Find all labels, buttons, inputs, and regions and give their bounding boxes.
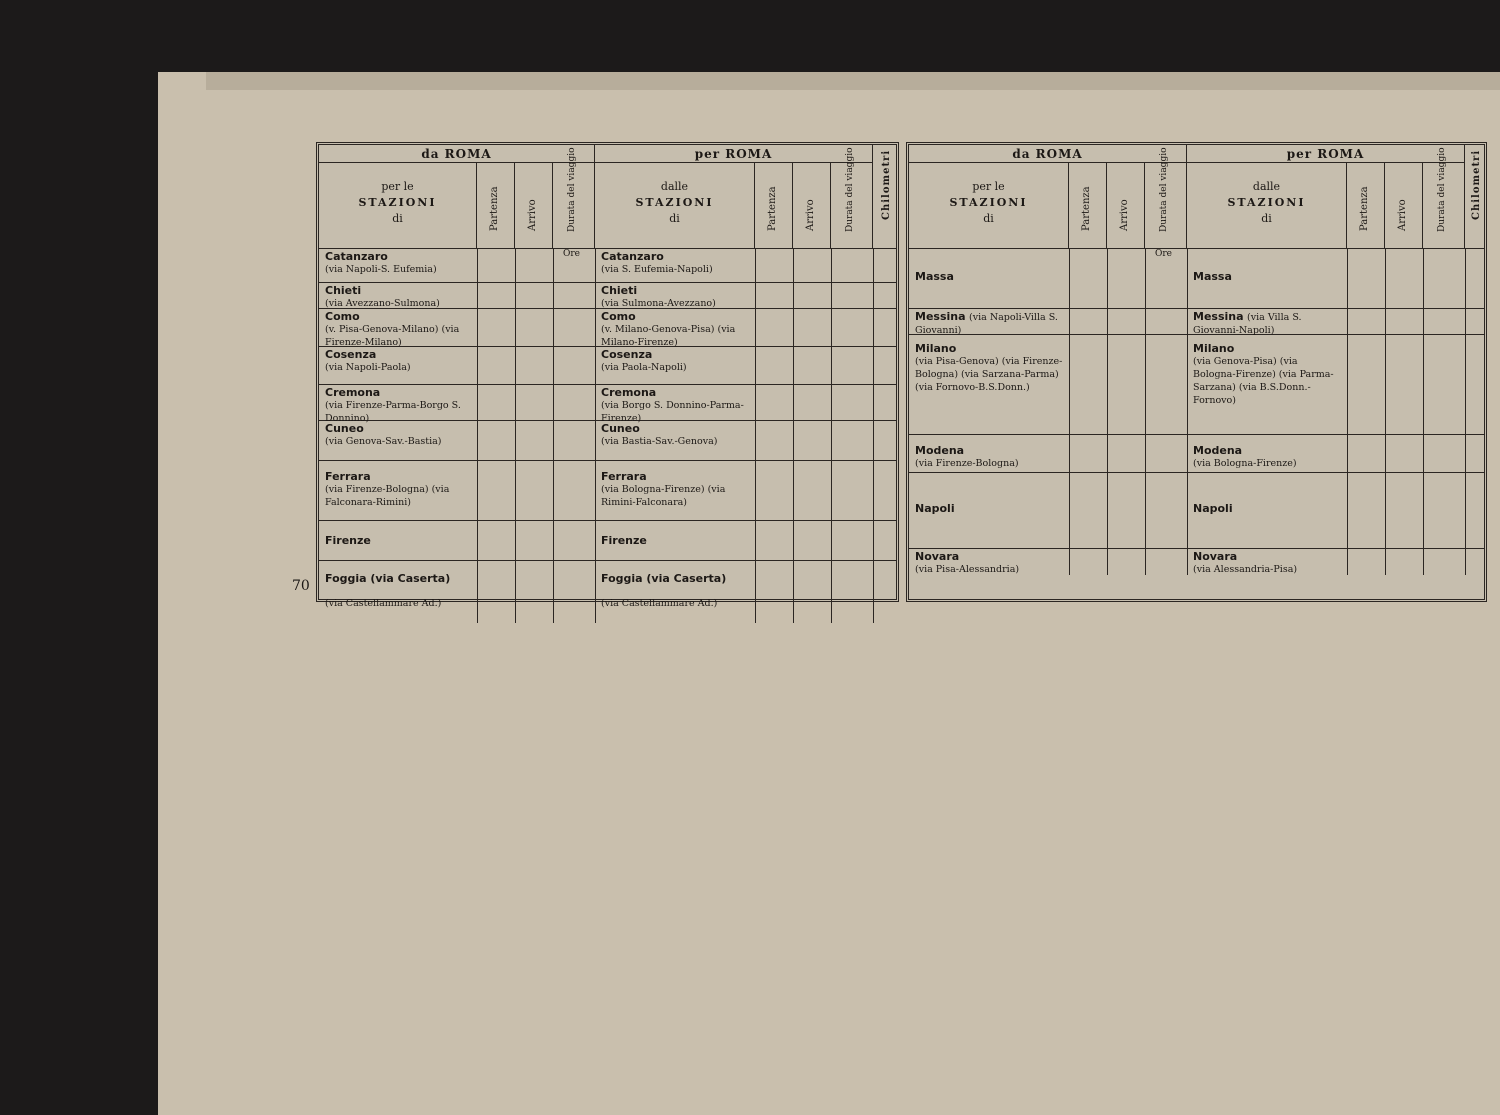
timetable-right — [906, 142, 1487, 602]
table-row: Como (v. Pisa-Genova-Milano) (via Firenze-Milano) Como (v. Milano-Genova-Pisa) (via Milano-Firenze) — [319, 309, 896, 347]
stations-to-header: dalle STAZIONI di — [595, 163, 755, 249]
page-number: 70 — [292, 578, 310, 594]
table-row: Cremona (via Firenze-Parma-Borgo S. Donnino) Cremona (via Borgo S. Donnino-Parma-Firenze) — [319, 385, 896, 421]
stations-from-header: per le STAZIONI di — [319, 163, 477, 249]
header-from-rome: da ROMA — [319, 145, 595, 163]
table-row: Firenze Firenze — [319, 521, 896, 561]
rows-right — [909, 249, 1484, 575]
arrival-header: Arrivo — [793, 163, 831, 249]
table-row: Napoli Napoli — [909, 473, 1484, 549]
km-header-cell — [873, 145, 896, 249]
table-row: Messina (via Napoli-Villa S. Giovanni) Messina (via Villa S. Giovanni-Napoli) — [909, 309, 1484, 335]
km-label: Chilometri — [880, 149, 892, 220]
stations-to-header: dalle STAZIONI di — [1187, 163, 1347, 249]
ore-label: Ore — [563, 249, 581, 259]
stations-from-header: per le STAZIONI di — [909, 163, 1069, 249]
duration-header: Durata del viaggio — [553, 163, 595, 249]
table-row: Novara (via Pisa-Alessandria) Novara (via Alessandria-Pisa) — [915, 550, 1298, 575]
table-row: Modena (via Firenze-Bologna) Modena (via Bologna-Firenze) — [909, 435, 1484, 473]
table-row: Foggia (via Caserta) (via Castellammare Ad.) Foggia (via Caserta) (via Castellammare Ad.) — [325, 572, 727, 609]
table-row: Ferrara (via Firenze-Bologna) (via Falconara-Rimini) Ferrara (via Bologna-Firenze) (via Rimini-Falconara) — [319, 461, 896, 521]
arrival-header: Arrivo — [515, 163, 553, 249]
departure-header: Partenza — [1347, 163, 1385, 249]
ore-label: Ore — [1155, 249, 1173, 259]
departure-header: Partenza — [477, 163, 515, 249]
table-row: Cosenza (via Napoli-Paola) Cosenza (via Paola-Napoli) — [319, 347, 896, 385]
duration-header: Durata del viaggio — [1423, 163, 1465, 249]
table-row: Milano (via Pisa-Genova) (via Firenze-Bologna) (via Sarzana-Parma) (via Fornovo-B.S.Donn.) Milano (via Genova-Pisa) (via Bologna-Firenze) (via Parma-Sarzana) (via B.S.Donn.-Fornovo) — [909, 335, 1484, 435]
table-row: Cuneo (via Genova-Sav.-Bastia) Cuneo (via Bastia-Sav.-Genova) — [319, 421, 896, 461]
km-header-cell — [1465, 145, 1484, 249]
table-row: Chieti (via Avezzano-Sulmona) Chieti (via Sulmona-Avezzano) — [319, 283, 896, 309]
timetable-left — [316, 142, 899, 609]
duration-header: Durata del viaggio — [1145, 163, 1187, 249]
rows-left — [319, 249, 896, 623]
header-to-rome: per ROMA — [1187, 145, 1465, 163]
page-edge — [206, 72, 1500, 90]
departure-header: Partenza — [1069, 163, 1107, 249]
arrival-header: Arrivo — [1107, 163, 1145, 249]
departure-header: Partenza — [755, 163, 793, 249]
table-row: Massa Massa — [909, 249, 1484, 309]
table-row: Catanzaro (via Napoli-S. Eufemia) Catanzaro (via S. Eufemia-Napoli) — [319, 249, 896, 283]
header-to-rome: per ROMA — [595, 145, 873, 163]
arrival-header: Arrivo — [1385, 163, 1423, 249]
km-label: Chilometri — [1470, 149, 1482, 220]
header-from-rome: da ROMA — [909, 145, 1187, 163]
duration-header: Durata del viaggio — [831, 163, 873, 249]
